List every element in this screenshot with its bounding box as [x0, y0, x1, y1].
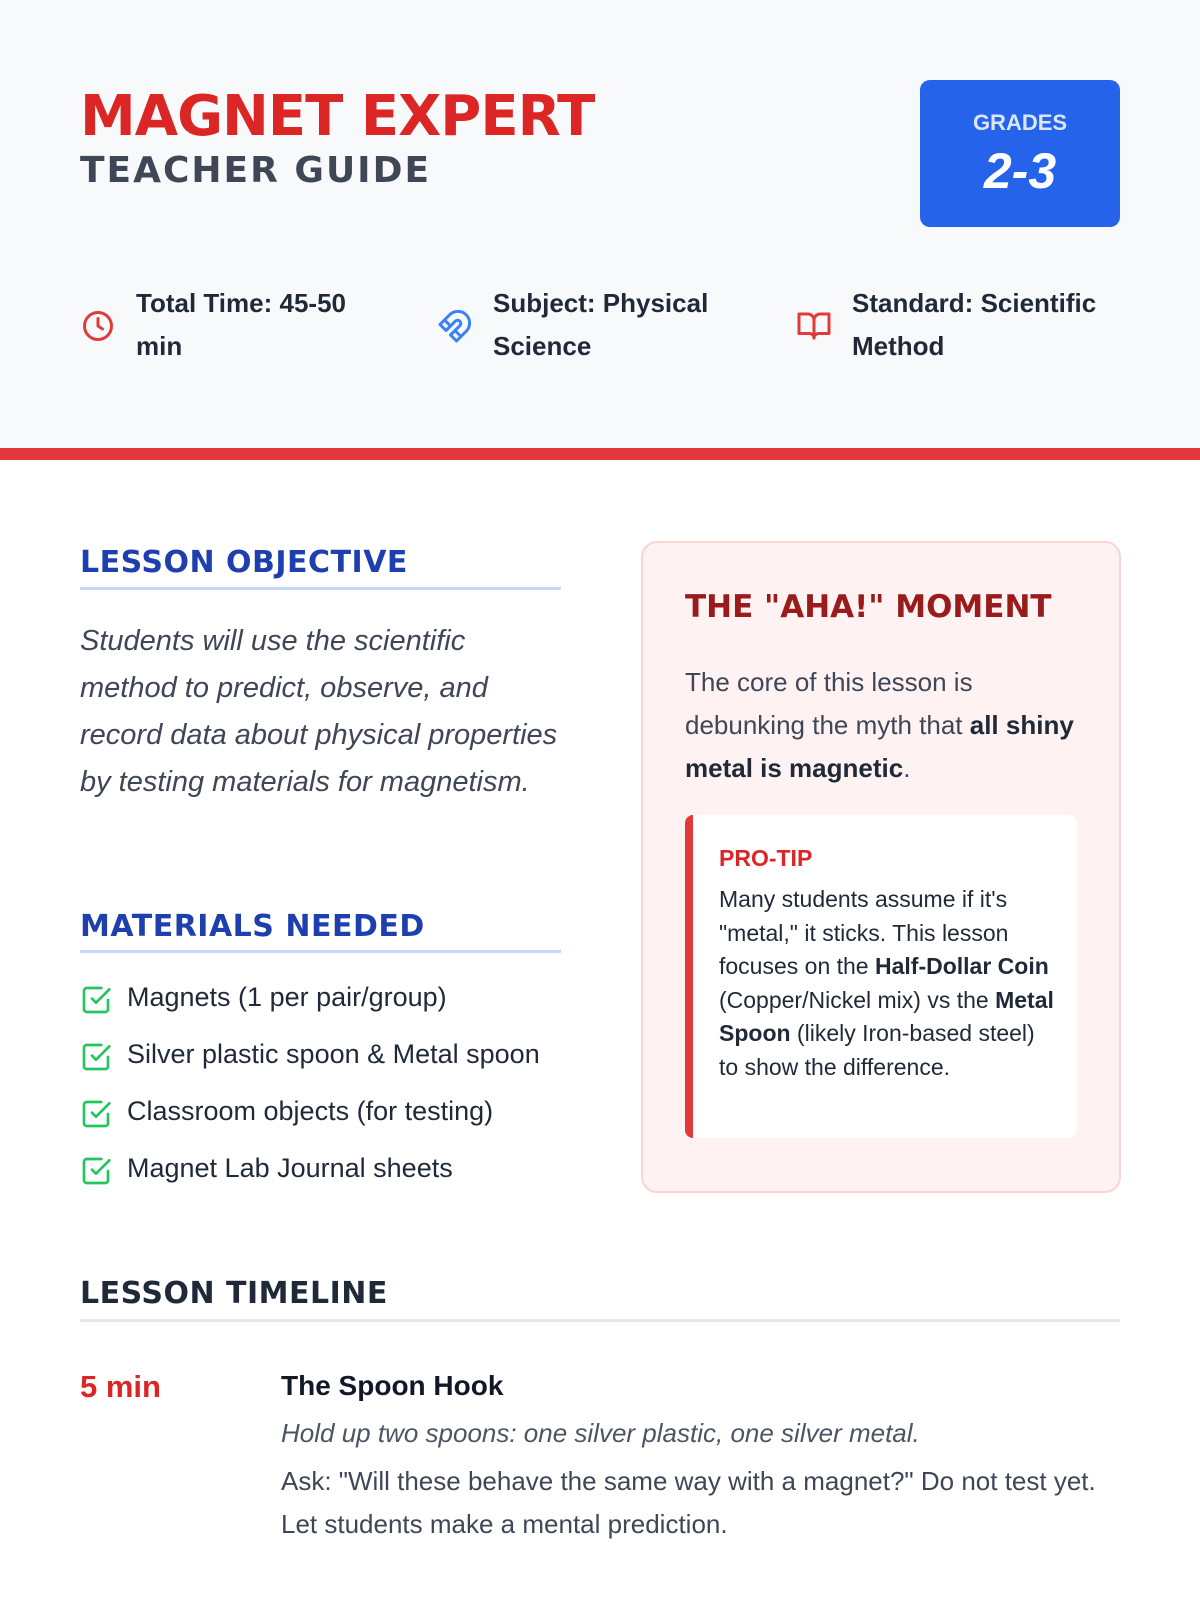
pro-tip-text: (Copper/Nickel mix) vs the: [719, 986, 996, 1013]
pro-tip-box: [685, 815, 1077, 1138]
grade-value: 2-3: [983, 143, 1057, 199]
meta-standard: [796, 282, 1136, 372]
meta-subject-text: Subject: Physical Science: [493, 288, 709, 361]
clock-icon: [80, 308, 116, 344]
aha-moment-card: [641, 541, 1121, 1193]
objective-heading-rule: [80, 587, 561, 590]
aha-body-emphasis: all shiny metal is magnetic: [685, 710, 1074, 783]
pro-tip-label: PRO-TIP: [719, 845, 813, 871]
pro-tip-text: Many students assume if it's "metal," it sticks. This lesson focuses on the: [719, 886, 1009, 979]
pro-tip-body: [719, 883, 1059, 1084]
materials-heading: MATERIALS NEEDED: [80, 909, 425, 944]
aha-body-end: .: [903, 753, 911, 783]
meta-total-time-text: Total Time: 45-50 min: [136, 288, 346, 361]
magnet-icon: [437, 308, 473, 344]
guide-header: [0, 0, 1200, 450]
timeline-step-description: Ask: "Will these behave the same way with a magnet?" Do not test yet. Let students make a mental prediction.: [281, 1466, 1096, 1539]
material-label: Magnet Lab Journal sheets: [127, 1153, 453, 1183]
book-open-icon: [796, 308, 832, 344]
aha-title: THE "AHA!" MOMENT: [685, 589, 1052, 625]
page-subtitle: TEACHER GUIDE: [80, 150, 432, 191]
timeline-heading-rule: [80, 1319, 1120, 1322]
checkbox-checked-icon: [80, 1098, 112, 1130]
header-divider: [0, 448, 1200, 460]
meta-subject: [437, 282, 757, 372]
pro-tip-emphasis-coin: Half-Dollar Coin: [875, 953, 1049, 979]
material-item: [80, 1088, 580, 1145]
checkbox-checked-icon: [80, 984, 112, 1016]
material-label: Classroom objects (for testing): [127, 1096, 494, 1126]
timeline-heading: LESSON TIMELINE: [80, 1276, 388, 1311]
grade-badge: [920, 80, 1120, 227]
timeline-duration: 5 min: [80, 1369, 161, 1404]
grade-label: GRADES: [972, 110, 1068, 135]
materials-list: [80, 974, 580, 1202]
pro-tip-emphasis-spoon: Metal Spoon: [719, 986, 1054, 1046]
material-item: [80, 1145, 580, 1202]
pro-tip-text: (likely Iron-based steel) to show the difference.: [719, 1020, 1035, 1080]
objective-text: Students will use the scientific method to predict, observe, and record data about physical properties by testing materials for magnetism.: [80, 625, 558, 798]
checkbox-checked-icon: [80, 1041, 112, 1073]
meta-standard-text: Standard: Scientific Method: [852, 288, 1097, 361]
materials-heading-rule: [80, 950, 561, 953]
objective-heading: LESSON OBJECTIVE: [80, 545, 408, 580]
material-label: Silver plastic spoon & Metal spoon: [127, 1039, 540, 1069]
meta-total-time: [80, 282, 380, 372]
page-title: MAGNET EXPERT: [80, 84, 595, 149]
checkbox-checked-icon: [80, 1155, 112, 1187]
material-label: Magnets (1 per pair/group): [127, 982, 447, 1012]
timeline-step-note: Hold up two spoons: one silver plastic, one silver metal.: [281, 1418, 920, 1448]
timeline-step-title: The Spoon Hook: [281, 1370, 504, 1401]
aha-body-text: The core of this lesson is debunking the myth that: [685, 667, 973, 740]
aha-body: [685, 661, 1085, 790]
material-item: [80, 974, 580, 1031]
material-item: [80, 1031, 580, 1088]
